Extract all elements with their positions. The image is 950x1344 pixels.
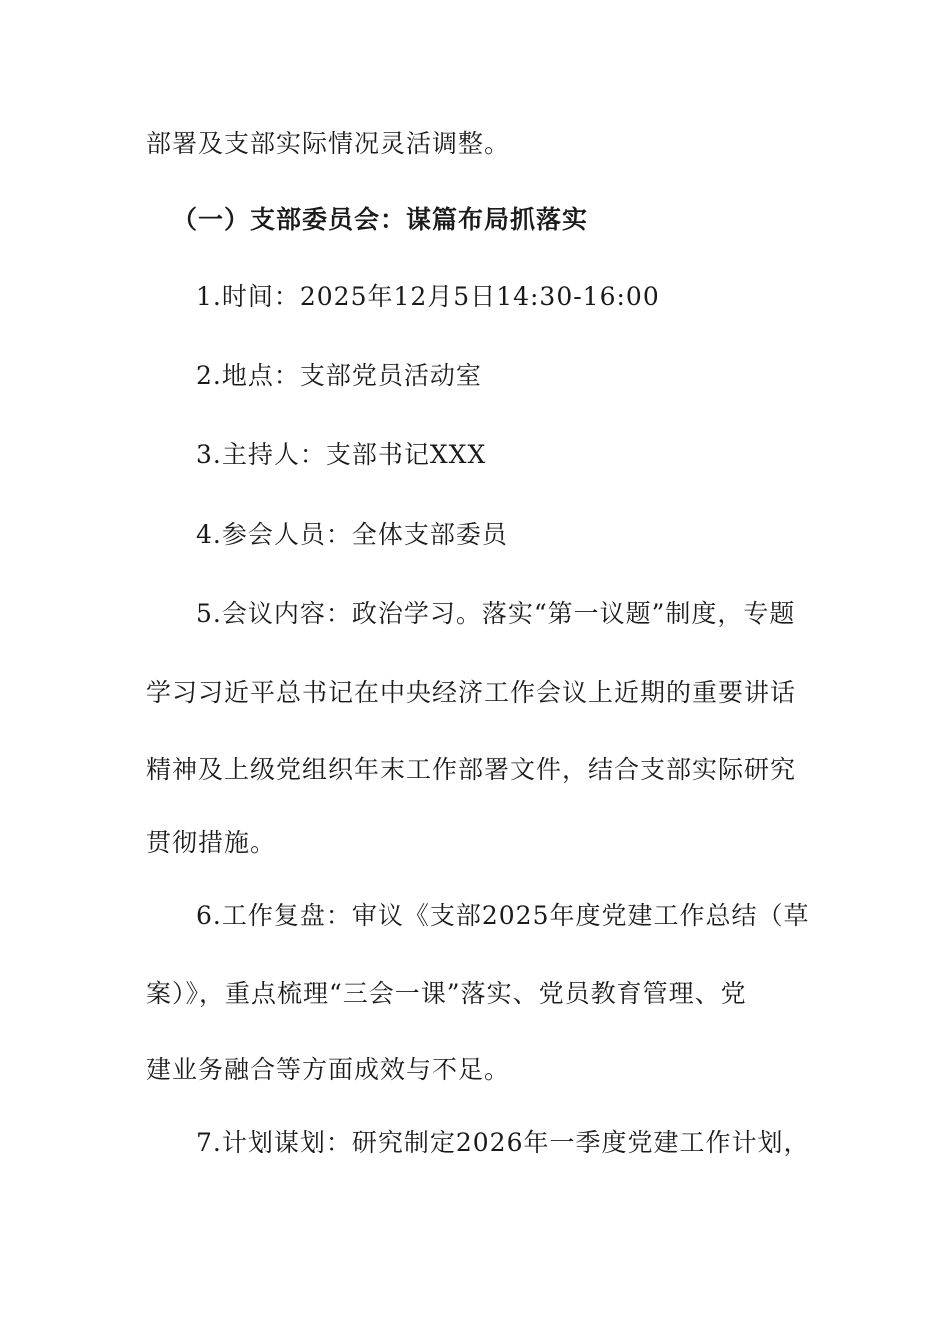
paragraph-continuation: 部署及支部实际情况灵活调整。 bbox=[146, 129, 511, 158]
item-attendees: 4.参会人员：全体支部委员 bbox=[196, 520, 508, 549]
item-review-line-2: 案）》，重点梳理“三会一课”落实、党员教育管理、党 bbox=[146, 979, 747, 1008]
section-heading: （一）支部委员会：谋篇布局抓落实 bbox=[172, 205, 589, 234]
item-content-line-4: 贯彻措施。 bbox=[146, 828, 277, 857]
item-review-line-1: 6.工作复盘：审议《支部2025年度党建工作总结（草 bbox=[196, 901, 810, 930]
item-time: 1.时间：2025年12月5日14:30-16:00 bbox=[196, 282, 660, 311]
item-host: 3.主持人：支部书记XXX bbox=[196, 440, 487, 469]
item-content-line-1: 5.会议内容：政治学习。落实“第一议题”制度，专题 bbox=[196, 599, 796, 628]
item-plan-line-1: 7.计划谋划：研究制定2026年一季度党建工作计划， bbox=[196, 1128, 810, 1157]
item-review-line-3: 建业务融合等方面成效与不足。 bbox=[146, 1055, 511, 1084]
item-content-line-2: 学习习近平总书记在中央经济工作会议上近期的重要讲话 bbox=[146, 678, 797, 707]
item-content-line-3: 精神及上级党组织年末工作部署文件，结合支部实际研究 bbox=[146, 755, 797, 784]
item-location: 2.地点：支部党员活动室 bbox=[196, 361, 482, 390]
